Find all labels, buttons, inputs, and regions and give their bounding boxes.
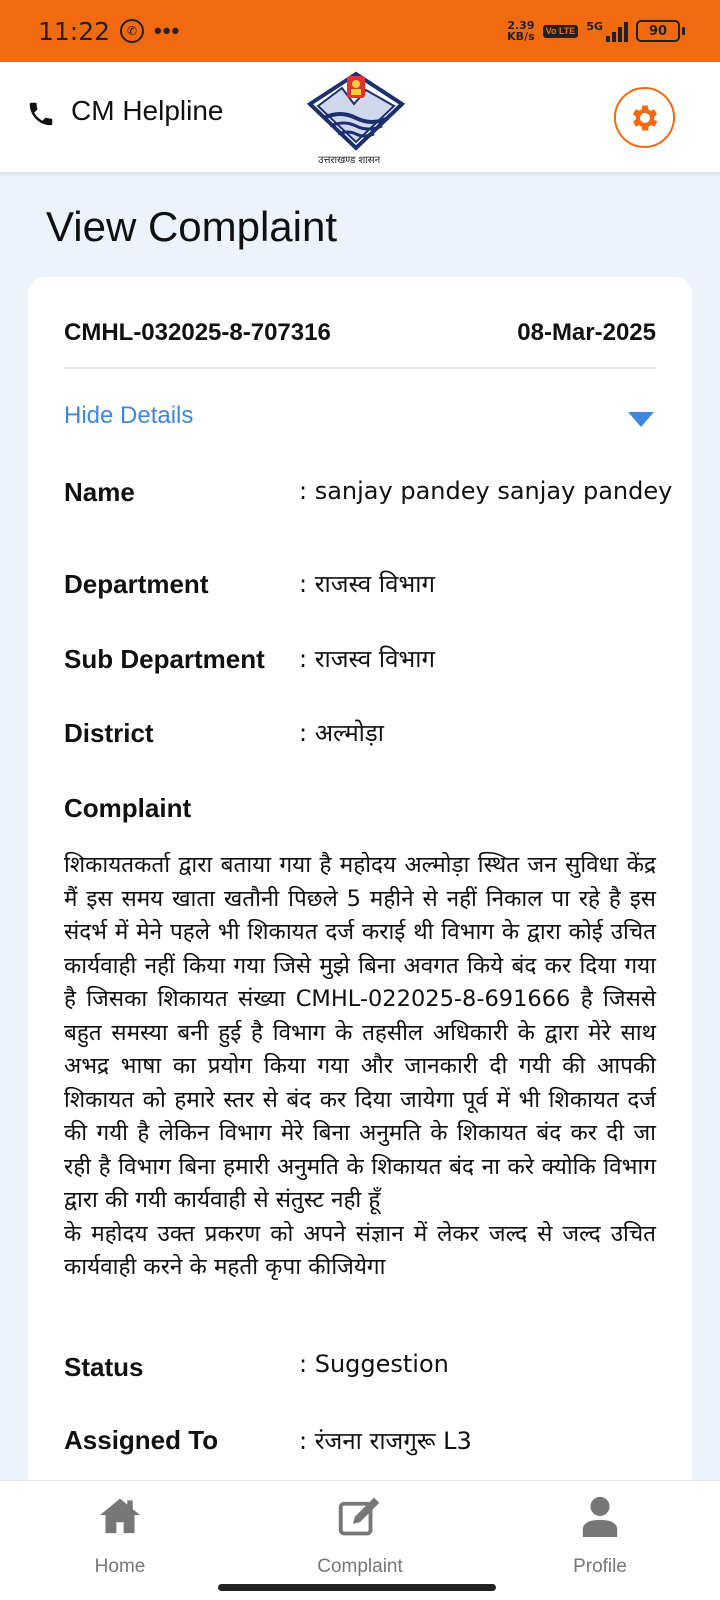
complaint-date: 08-Mar-2025 xyxy=(517,319,656,346)
status-bar xyxy=(0,0,720,62)
nav-complaint[interactable] xyxy=(280,1481,440,1591)
network-type: 5G xyxy=(586,20,603,33)
district-label: District xyxy=(64,718,154,748)
user-icon xyxy=(582,1495,618,1537)
volte-icon: Vo LTE xyxy=(543,25,579,38)
nav-complaint-label: Complaint xyxy=(317,1556,403,1577)
complaint-paragraph: के महोदय उक्त प्रकरण को अपने संज्ञान में लेकर जल्द से जल्द उचित कार्यवाही करने के महती कृपा कीजियेगा xyxy=(64,1220,656,1280)
name-label: Name xyxy=(64,477,135,507)
status-label: Status xyxy=(64,1352,144,1382)
district-value: : अल्मोड़ा xyxy=(299,719,384,747)
status-bar-right xyxy=(507,20,680,42)
battery-icon xyxy=(636,20,680,42)
department-value: : राजस्व विभाग xyxy=(299,570,436,598)
sub-department-value: : राजस्व विभाग xyxy=(299,645,436,673)
nav-profile[interactable] xyxy=(520,1481,680,1591)
hide-details-toggle[interactable]: Hide Details xyxy=(64,402,194,429)
divider xyxy=(64,367,656,369)
cm-helpline-label[interactable]: CM Helpline xyxy=(71,95,224,126)
chevron-down-icon[interactable] xyxy=(628,412,654,427)
assigned-to-label: Assigned To xyxy=(64,1425,219,1455)
complaint-paragraph: शिकायतकर्ता द्वारा बताया गया है महोदय अल्मोड़ा स्थित जन सुविधा केंद्र मैं इस समय खाता खतौनी पिछले 5 महीने से नहीं निकाल पा रहे है इस संदर्भ में मेने पहले भी शिकायत दर्ज कराई थी विभाग के द्वारा कोई उचित कार्यवाही नहीं किया गया जिसे मुझे बिना अवगत किये बंद कर दिया गया है जिसका शिकायत संख्या CMHL-022025-8-691666 है जिससे बहुत समस्या बनी हुई है विभाग के तहसील अधिकारी के द्वारा मेरे साथ अभद्र भाषा का प्रयोग किया गया और जानकारी दी गयी की आपकी शिकायत को हमारे स्तर से बंद कर दिया जायेगा पूर्व में भी शिकायत दर्ज की गयी है लेकिन विभाग मेरे बिना अनुमति के शिकायत बंद कर दी जा रही है विभाग बिना हमारी अनुमति के शिकायत बंद ना करे क्योकि विभाग द्वारा की गयी कार्यवाही से संतुस्ट नही हूँ xyxy=(64,852,656,1213)
status-value: : Suggestion xyxy=(299,1350,449,1378)
home-icon xyxy=(98,1495,142,1535)
logo-caption: उत्तराखण्ड शासन xyxy=(318,155,381,166)
complaint-text xyxy=(64,849,656,1285)
page-title: View Complaint xyxy=(46,203,338,250)
phone-icon[interactable] xyxy=(26,99,56,129)
department-label: Department xyxy=(64,569,209,599)
settings-button[interactable] xyxy=(614,87,675,148)
battery-level: 90 xyxy=(648,23,668,39)
gear-icon xyxy=(628,101,662,135)
sub-department-label: Sub Department xyxy=(64,644,265,674)
complaint-label: Complaint xyxy=(64,793,192,823)
status-bar-left xyxy=(38,17,180,46)
bottom-nav xyxy=(0,1480,720,1600)
assigned-to-value: : रंजना राजगुरू L3 xyxy=(299,1427,472,1455)
more-notifications-icon: ••• xyxy=(154,18,181,43)
clock: 11:22 xyxy=(38,16,111,46)
nav-home-label: Home xyxy=(94,1556,146,1577)
complaint-card xyxy=(28,277,692,1600)
complaint-id: CMHL-032025-8-707316 xyxy=(64,319,331,346)
app-header xyxy=(0,62,720,172)
edit-icon xyxy=(336,1495,384,1537)
speed-unit: KB/s xyxy=(507,30,535,43)
name-value: : sanjay pandey sanjay pandey xyxy=(299,477,673,505)
speed-value: 2.39 xyxy=(507,19,535,32)
nav-home[interactable] xyxy=(40,1481,200,1591)
network-speed xyxy=(507,20,534,42)
signal-icon xyxy=(586,20,628,42)
gesture-bar[interactable] xyxy=(218,1584,496,1591)
whatsapp-icon: ✆ xyxy=(120,19,144,43)
nav-profile-label: Profile xyxy=(573,1556,627,1577)
